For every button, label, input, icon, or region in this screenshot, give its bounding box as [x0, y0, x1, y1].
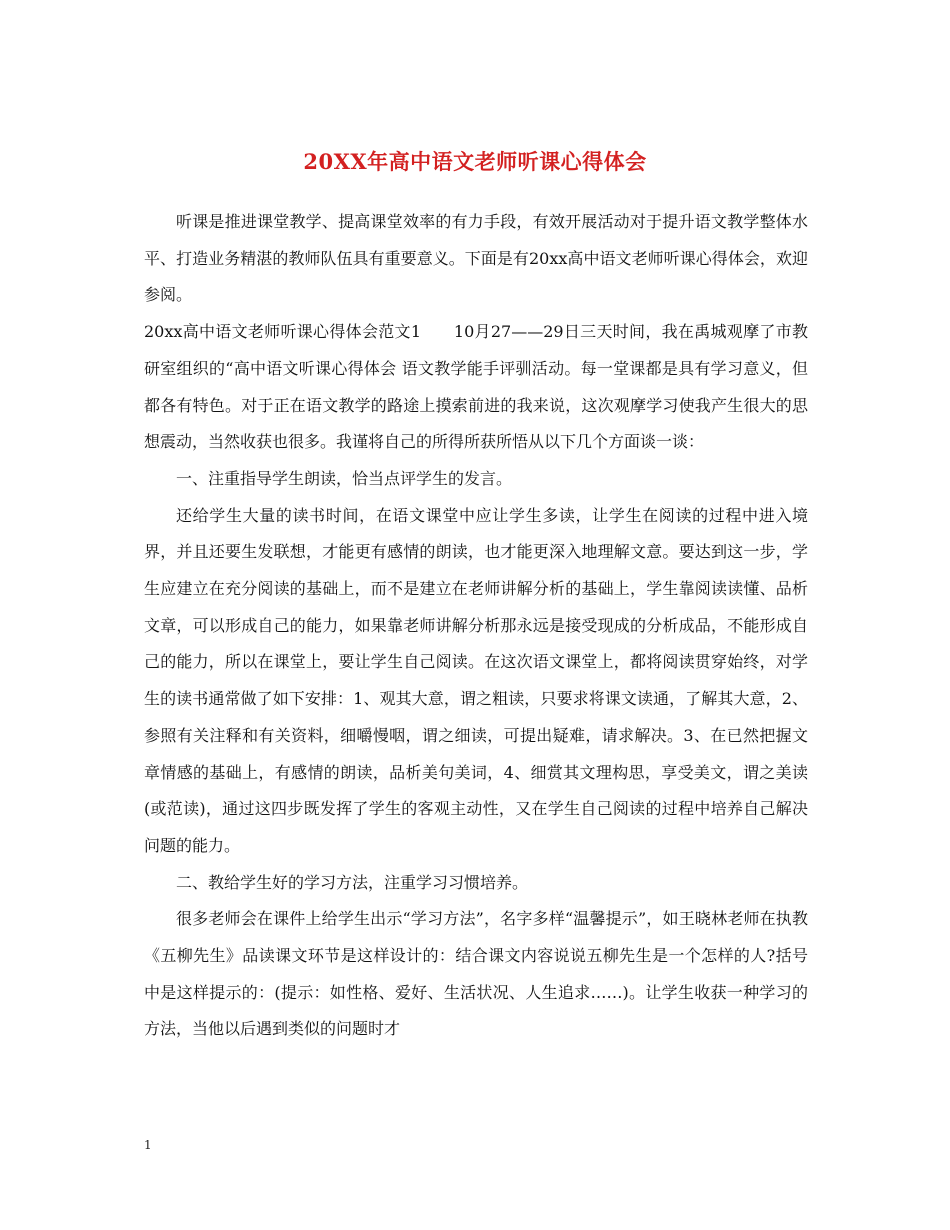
paragraph-reading: 还给学生大量的读书时间，在语文课堂中应让学生多读，让学生在阅读的过程中进入境界，并且还要生发联想，才能更有感情的朗读，也才能更深入地理解文意。要达到这一步，学生应建立在充分阅读的基础上，而不是建立在老师讲解分析的基础上，学生靠阅读读懂、品析文章，可以形成自己的能力，如果靠老师讲解分析那永远是接受现成的分析成品，不能形成自己的能力，所以在课堂上，要让学生自己阅读。在这次语文课堂上，都将阅读贯穿始终，对学生的读书通常做了如下安排：1、观其大意，谓之粗读，只要求将课文读通，了解其大意，2、参照有关注释和有关资料，细嚼慢咽，谓之细读，可提出疑难，请求解决。3、在已然把握文章情感的基础上，有感情的朗读，品析美句美词，4、细赏其文理构思，享受美文，谓之美读(或范读)，通过这四步既发挥了学生的客观主动性，又在学生自己阅读的过程中培养自己解决问题的能力。	[144, 505, 808, 855]
paragraph-intro: 听课是推进课堂教学、提高课堂效率的有力手段，有效开展活动对于提升语文教学整体水平、打造业务精湛的教师队伍具有重要意义。下面是有20xx高中语文老师听课心得体会，欢迎参阅。	[144, 212, 808, 305]
document-body	[144, 204, 808, 1048]
document-title: 20XX年高中语文老师听课心得体会	[303, 149, 647, 175]
paragraph-methods: 很多老师会在课件上给学生出示“学习方法”，名字多样“温馨提示”，如王晓林老师在执教《五柳先生》品读课文环节是这样设计的：结合课文内容说说五柳先生是一个怎样的人?括号中是这样提示的：(提示：如性格、爱好、生活状况、人生追求……)。让学生收获一种学习的方法，当他以后遇到类似的问题时才	[144, 909, 808, 1039]
section-heading-two: 二、教给学生好的学习方法，注重学习习惯培养。	[176, 872, 529, 892]
section-heading-one: 一、注重指导学生朗读，恰当点评学生的发言。	[176, 468, 513, 488]
page-number: 1	[144, 1138, 152, 1152]
paragraph-sample-heading: 20xx高中语文老师听课心得体会范文1 10月27——29日三天时间，我在禹城观摩了市教研室组织的“高中语文听课心得体会 语文教学能手评驯活动。每一堂课都是具有学习意义，但都各有特色。对于正在语文教学的路途上摸索前进的我来说，这次观摩学习使我产生很大的思想震动，当然收获也很多。我谨将自己的所得所获所悟从以下几个方面谈一谈：	[144, 322, 808, 452]
